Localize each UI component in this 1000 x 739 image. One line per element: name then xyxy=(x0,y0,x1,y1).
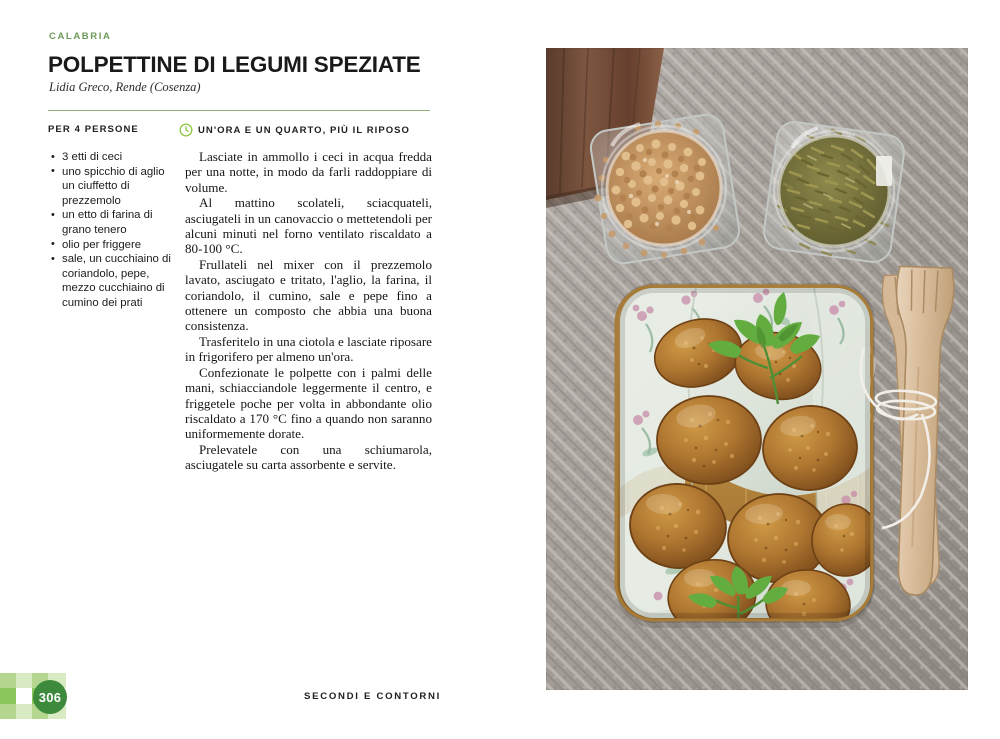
preparation-time xyxy=(179,123,410,137)
recipe-instructions xyxy=(185,149,432,473)
header-divider xyxy=(48,110,430,111)
footer-section-label: SECONDI E CONTORNI xyxy=(304,691,442,702)
instruction-paragraph: Confezionate le polpette con i palmi delle mani, schiacciandole leggermente il centro, e friggetele poche per volta in abbondante olio riscaldato a 170 °C fino a quando non saranno uniformemente dorate. xyxy=(185,364,432,442)
recipe-photo xyxy=(546,48,968,690)
page-number-badge: 306 xyxy=(33,680,67,714)
region-label: CALABRIA xyxy=(49,31,112,42)
list-item: • sale, un cucchiaino di coriandolo, pepe, mezzo cucchiaino di cumino dei prati xyxy=(50,252,175,310)
recipe-author: Lidia Greco, Rende (Cosenza) xyxy=(49,80,201,94)
page-title: POLPETTINE DI LEGUMI SPEZIATE xyxy=(48,52,421,77)
instruction-paragraph: Al mattino scolateli, sciacquateli, asciugateli in un canovaccio o mettetendoli per alcuni minuti nel forno ventilato riscaldato a 80-100 °C. xyxy=(185,195,432,257)
coriander-seed-jar xyxy=(588,112,741,265)
ingredient-list xyxy=(50,150,175,311)
instruction-paragraph: Trasferitelo in una ciotola e lasciate riposare in frigorifero per almeno un'ora. xyxy=(185,333,432,365)
clock-icon xyxy=(179,123,193,137)
instruction-paragraph: Lasciate in ammollo i ceci in acqua fredda per una notte, in modo da farli raddoppiare di volume. xyxy=(185,149,432,195)
recipe-photo-illustration xyxy=(546,48,968,690)
list-item: • uno spicchio di aglio un ciuffetto di prezzemolo xyxy=(50,165,175,209)
list-item: • un etto di farina di grano tenero xyxy=(50,208,175,237)
recipe-meta-row xyxy=(48,123,438,139)
list-item: • 3 etti di ceci xyxy=(50,150,175,165)
cumin-seed-jar xyxy=(762,120,907,265)
servings-label: PER 4 PERSONE xyxy=(48,124,139,135)
instruction-paragraph: Frullateli nel mixer con il prezzemolo lavato, asciugato e tritato, l'aglio, la farina, il coriandolo, il cumino, sale e pepe fino a ottenere un composto che abbia una buona consistenza. xyxy=(185,256,432,334)
instruction-paragraph: Prelevatele con una schiumarola, asciugatele su carta assorbente e servite. xyxy=(185,441,432,473)
list-item: • olio per friggere xyxy=(50,238,175,253)
preparation-time-label: UN'ORA E UN QUARTO, PIÙ IL RIPOSO xyxy=(198,124,410,136)
falafel-basket xyxy=(616,286,885,646)
